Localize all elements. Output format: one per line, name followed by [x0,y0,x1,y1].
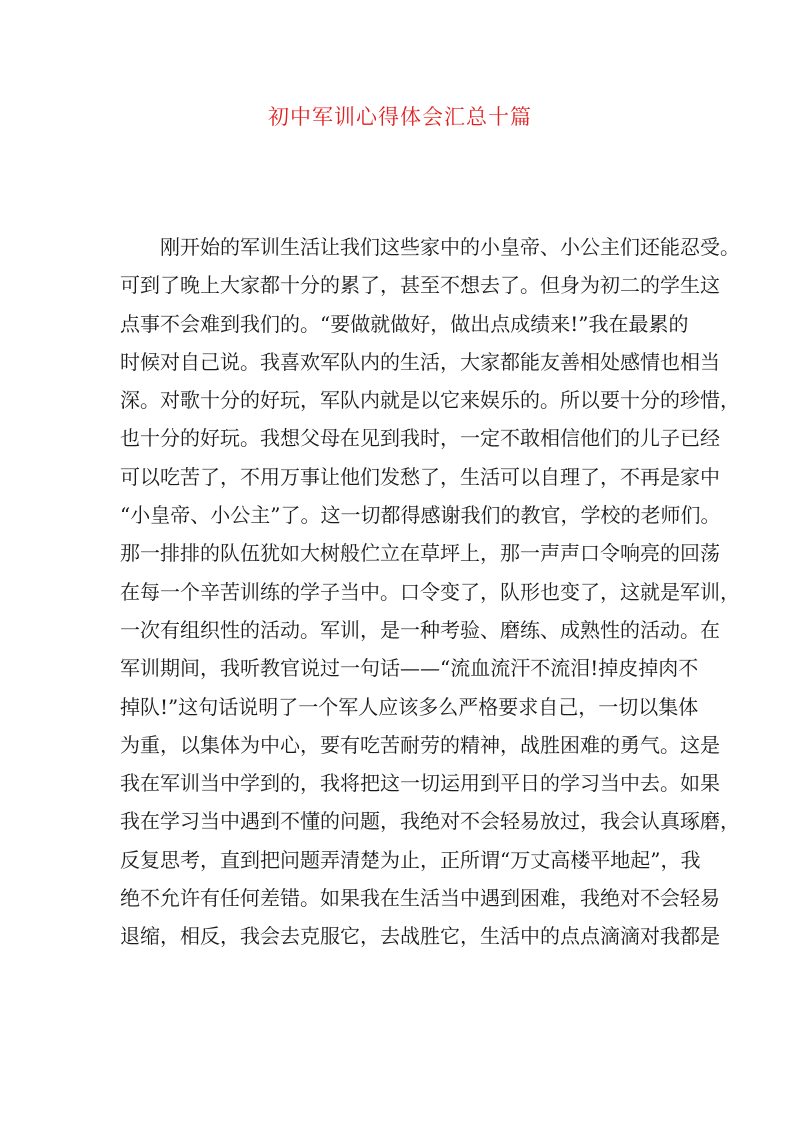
text-line: 退缩，相反，我会去克服它，去战胜它，生活中的点点滴滴对我都是 [120,924,720,949]
text-line: 那一排排的队伍犹如大树般伫立在草坪上，那一声声口令响亮的回荡 [120,541,720,566]
text-line: 可到了晚上大家都十分的累了，甚至不想去了。但身为初二的学生这 [120,273,720,298]
document-body [120,228,740,956]
text-line: 军训期间，我听教官说过一句话——“流血流汗不流泪!掉皮掉肉不 [120,656,699,681]
text-line: 在每一个辛苦训练的学子当中。口令变了，队形也变了，这就是军训， [120,579,740,604]
text-line: 深。对歌十分的好玩，军队内就是以它来娱乐的。所以要十分的珍惜， [120,388,740,413]
text-line: 绝不允许有任何差错。如果我在生活当中遇到困难，我绝对不会轻易 [120,886,720,911]
text-line: 掉队!”这句话说明了一个军人应该多么严格要求自己，一切以集体 [120,694,699,719]
text-line: 一次有组织性的活动。军训，是一种考验、磨练、成熟性的活动。在 [120,617,720,642]
text-line: 我在军训当中学到的，我将把这一切运用到平日的学习当中去。如果 [120,771,720,796]
text-line: 为重，以集体为中心，要有吃苦耐劳的精神，战胜困难的勇气。这是 [120,732,720,757]
document-title: 初中军训心得体会汇总十篇 [268,105,532,129]
text-line: “小皇帝、小公主”了。这一切都得感谢我们的教官，学校的老师们。 [120,503,721,528]
text-line: 我在学习当中遇到不懂的问题，我绝对不会轻易放过，我会认真琢磨， [120,809,740,834]
text-line: 时候对自己说。我喜欢军队内的生活，大家都能友善相处感情也相当 [120,349,720,374]
text-line: 点事不会难到我们的。“要做就做好，做出点成绩来!”我在最累的 [120,311,689,336]
text-line: 也十分的好玩。我想父母在见到我时，一定不敢相信他们的儿子已经 [120,426,720,451]
text-line: 反复思考，直到把问题弄清楚为止，正所谓“万丈高楼平地起”，我 [120,847,701,872]
text-line: 可以吃苦了，不用万事让他们发愁了，生活可以自理了，不再是家中 [120,464,720,489]
text-line: 刚开始的军训生活让我们这些家中的小皇帝、小公主们还能忍受。 [160,235,740,259]
